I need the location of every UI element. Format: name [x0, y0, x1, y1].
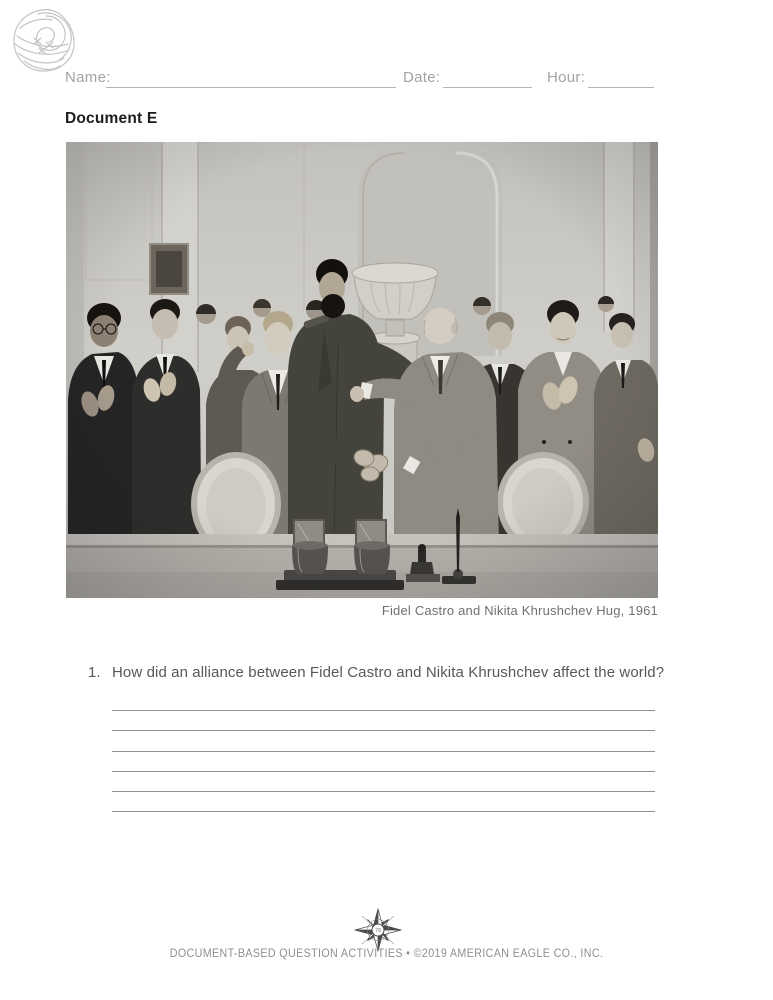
answer-line [112, 691, 655, 711]
answer-lines [112, 691, 655, 812]
document-title: Document E [65, 110, 158, 127]
page-number: 78 [374, 928, 382, 935]
answer-line [112, 711, 655, 731]
name-blank-line [106, 87, 396, 88]
answer-line [112, 772, 655, 792]
date-label: Date: [403, 69, 441, 86]
answer-line [112, 752, 655, 772]
question-number: 1. [88, 664, 101, 681]
hour-blank-line [588, 87, 654, 88]
name-label: Name: [65, 69, 111, 86]
answer-line [112, 731, 655, 751]
photo-caption: Fidel Castro and Nikita Khrushchev Hug, 1961 [381, 603, 658, 618]
compass-rose-icon [354, 908, 402, 952]
castro-khrushchev-photo [66, 142, 658, 598]
hour-label: Hour: [547, 69, 586, 86]
answer-line [112, 792, 655, 812]
sketch-globe-icon [8, 6, 80, 76]
document-photo [66, 142, 658, 598]
footer-imprint: DOCUMENT-BASED QUESTION ACTIVITIES • ©2019 AMERICAN EAGLE CO., INC. [169, 948, 604, 960]
question-text: How did an alliance between Fidel Castro and Nikita Khrushchev affect the world? [112, 664, 665, 681]
date-blank-line [443, 87, 532, 88]
